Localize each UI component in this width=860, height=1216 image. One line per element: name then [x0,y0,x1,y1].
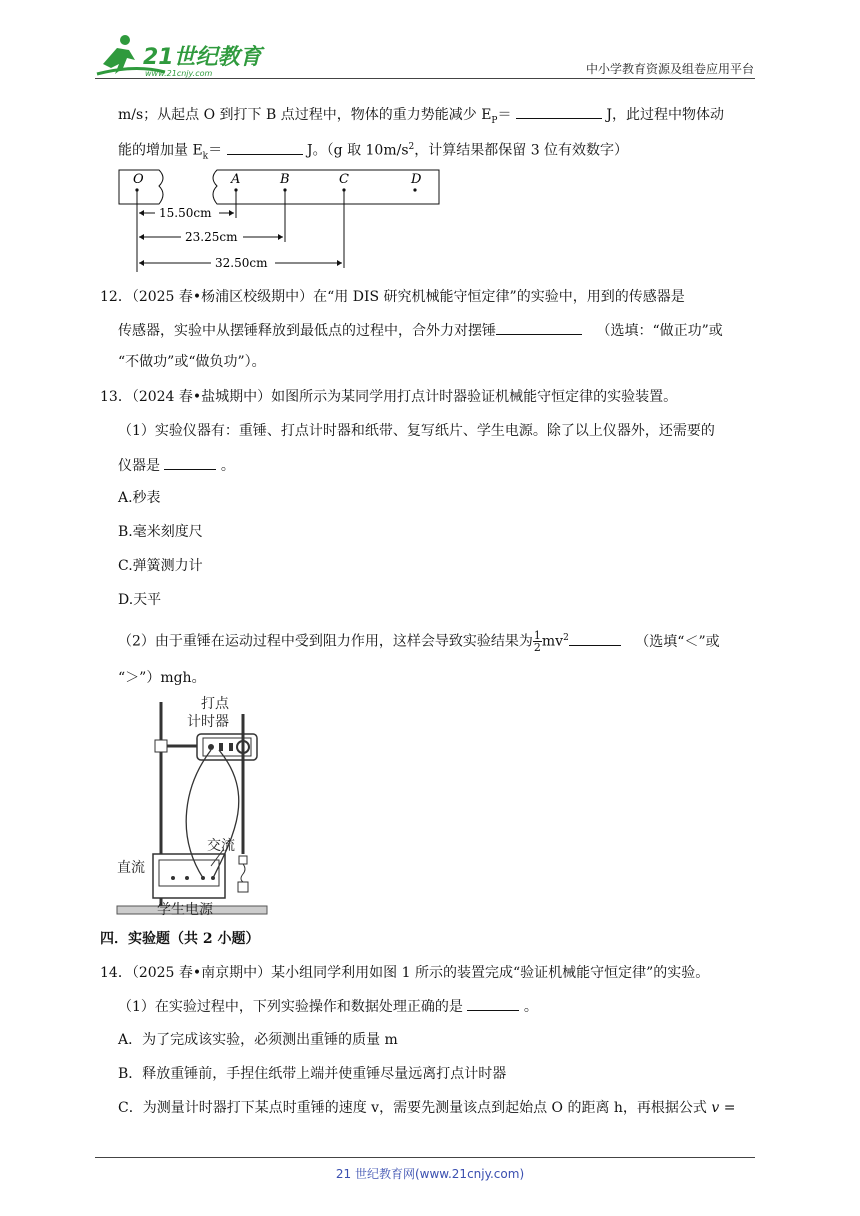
q13-part2-line-1: （2）由于重锤在运动过程中受到阻力作用，这样会导致实验结果为 $\frac{1}{2}$ $mv^2$ （选填“＜”或 [118,629,720,655]
q14-part1: （1）在实验过程中，下列实验操作和数据处理正确的是 。 [118,996,538,1017]
tape-point-D: D [411,172,422,187]
header-divider [95,78,755,79]
q12-line-3: “不做功”或“做负功”）。 [118,354,266,370]
answer-blank-work[interactable] [496,320,582,335]
section-4-title: 四．实验题（共 2 小题） [100,931,260,947]
q14-option-c: C．为测量计时器打下某点时重锤的速度 v，需要先测量该点到起始点 O 的距离 h，再根据公式 v = [118,1100,736,1116]
footer-site-link[interactable]: 21 世纪教育网(www.21cnjy.com) [335,1167,525,1181]
q13-part1-line-1: （1）实验仪器有：重锤、打点计时器和纸带、复写纸片、学生电源。除了以上仪器外，还需要的 [118,423,715,439]
q13-option-d: D.天平 [118,592,162,608]
svg-text:www.21cnjy.com: www.21cnjy.com [145,69,213,78]
q12-line-2: 传感器，实验中从摆锤释放到最低点的过程中，合外力对摆锤 （选填：“做正功”或 [118,320,723,341]
q13-part1-line-2: 仪器是 。 [118,455,235,476]
q13-option-b: B.毫米刻度尺 [118,524,203,540]
apparatus-figure [115,694,275,919]
tape-point-C: C [339,172,349,187]
dc-label: 直流 [117,860,145,876]
q11-line-1: m/s；从起点 O 到打下 B 点过程中，物体的重力势能减少 $E_P= J$，此过程中物体动 [118,104,724,131]
answer-blank-ek[interactable] [227,140,303,155]
answer-blank-q14[interactable] [467,996,519,1011]
ac-label: 交流 [207,838,235,854]
q13-option-a: A.秒表 [118,490,161,506]
paper-tape-figure [115,166,445,276]
tape-point-B: B [280,172,290,187]
footer-divider [95,1157,755,1158]
tape-point-O: O [133,172,144,187]
q13-part2-line-2: “＞”）mgh。 [118,670,206,686]
platform-name: 中小学教育资源及组卷应用平台 [585,62,754,76]
q13-option-c: C.弹簧测力计 [118,558,203,574]
q11-line-2: 能的增加量 $E_k= J$。（g 取 $10m/s^2$，计算结果都保留 3 位有效数字） [118,137,628,166]
distance-OA: 15.50cm [159,206,212,220]
answer-blank-instrument[interactable] [164,455,216,470]
timer-label-line-2: 计时器 [187,714,229,730]
site-logo [95,34,265,80]
q12-line-1: 12．（2025 春•杨浦区校级期中）在“用 DIS 研究机械能守恒定律”的实验中，用到的传感器是 [100,289,685,305]
answer-blank-ep[interactable] [516,104,602,119]
tape-point-A: A [231,172,241,187]
power-supply-label: 学生电源 [157,902,213,918]
q14-title: 14．（2025 春•南京期中）某小组同学利用如图 1 所示的装置完成“验证机械能守恒定律”的实验。 [100,965,710,981]
svg-text:21世纪教育: 21世纪教育 [143,45,262,70]
q14-option-a: A．为了完成该实验，必须测出重锤的质量 m [118,1032,398,1048]
distance-OB: 23.25cm [185,230,238,244]
answer-blank-compare[interactable] [569,631,621,646]
distance-OC: 32.50cm [215,256,268,270]
fraction-one-half: $\frac{1}{2}$ [533,629,541,655]
timer-label-line-1: 打点 [201,696,229,712]
q14-option-b: B．释放重锤前，手捏住纸带上端并使重锤尽量远离打点计时器 [118,1066,507,1082]
q13-title: 13．（2024 春•盐城期中）如图所示为某同学用打点计时器验证机械能守恒定律的实验装置。 [100,389,678,405]
